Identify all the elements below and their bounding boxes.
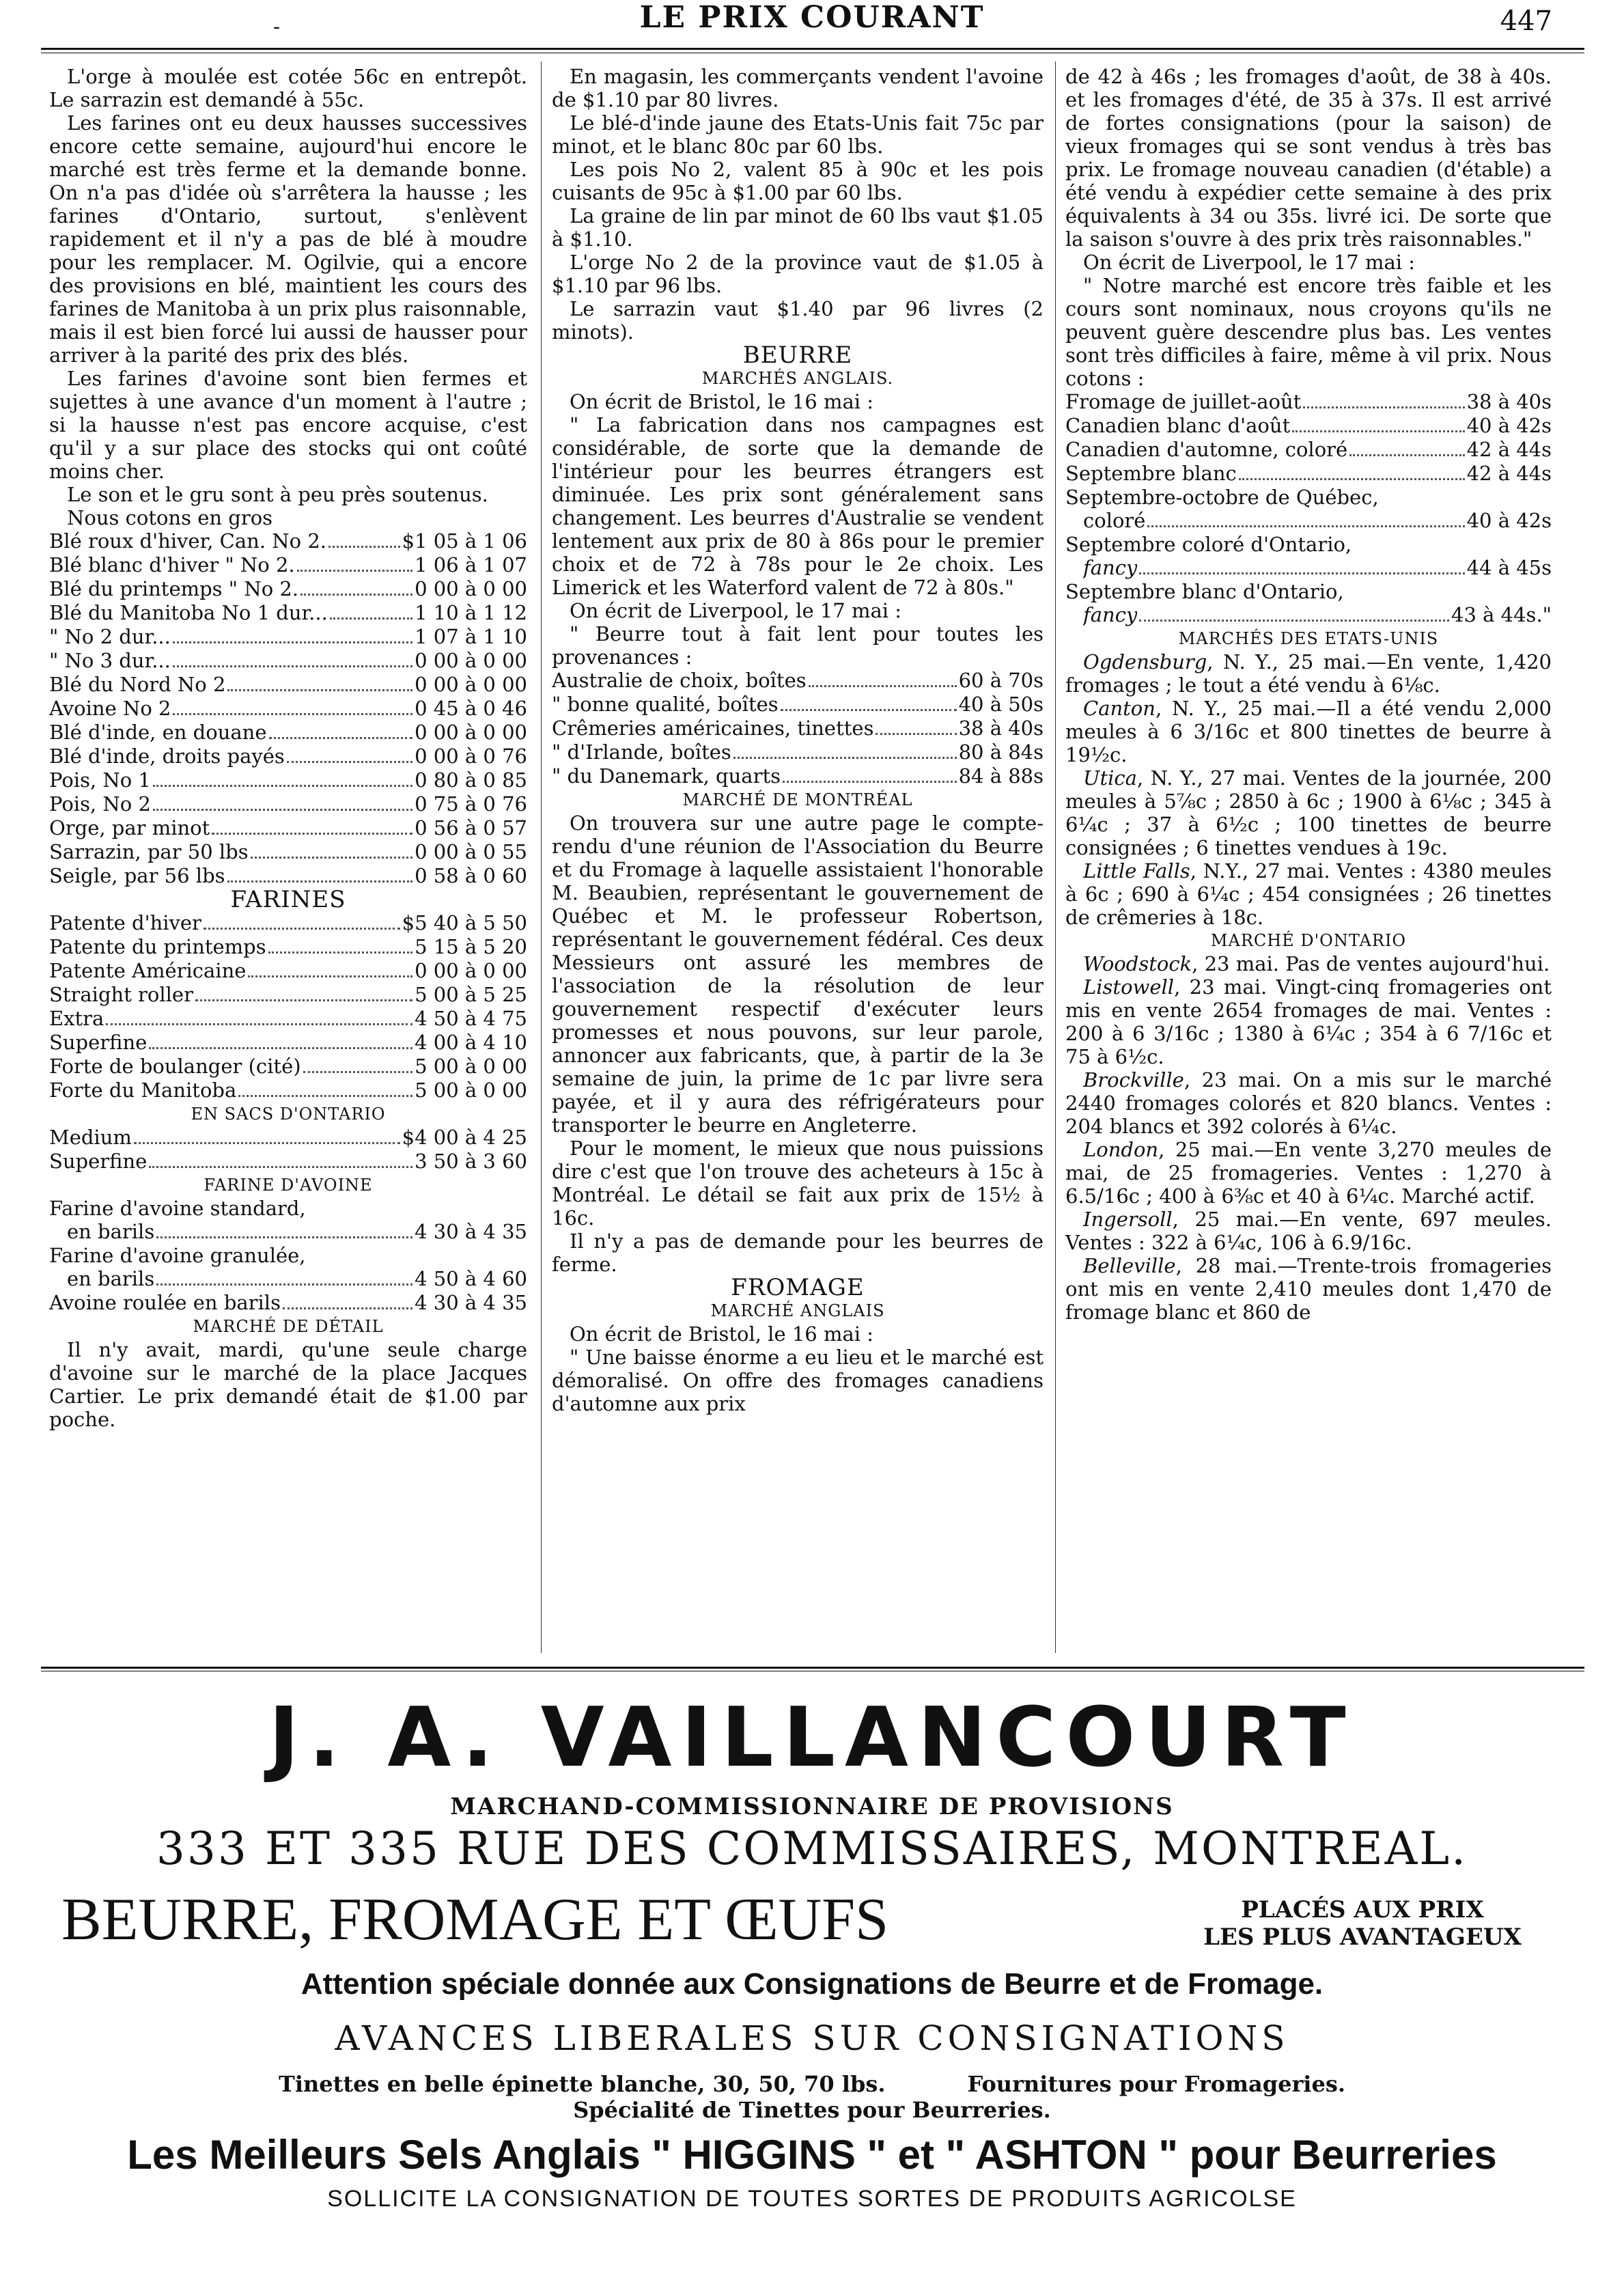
price-value: 44 à 45s: [1466, 556, 1552, 579]
price-row: [49, 1126, 527, 1150]
market-place: Little Falls: [1083, 859, 1190, 883]
cheese-price-list: [1065, 390, 1552, 486]
price-row: [49, 577, 527, 601]
price-label: Patente Américaine: [49, 959, 247, 982]
price-value: 4 00 à 4 10: [415, 1031, 527, 1054]
price-label: Medium: [49, 1126, 132, 1149]
section-heading: MARCHÉ DE MONTRÉAL: [682, 790, 913, 809]
ad-specialty: Spécialité de Tinettes pour Beurreries.: [573, 2097, 1051, 2123]
price-row: [49, 1150, 527, 1173]
price-value: $4 00 à 4 25: [402, 1126, 527, 1149]
ad-supplies: [0, 2071, 1624, 2097]
column-divider: [1055, 61, 1056, 1653]
price-label: Patente du printemps: [49, 935, 266, 958]
market-report: [1065, 1254, 1552, 1324]
price-value: 1 06 à 1 07: [415, 553, 527, 577]
paragraph: L'orge No 2 de la province vaut de $1.05 à $1.10 par 96 lbs.: [552, 251, 1044, 297]
price-row: [552, 740, 1044, 764]
section-heading: FROMAGE: [731, 1274, 865, 1301]
column-3: [1065, 65, 1552, 1324]
price-row: [49, 553, 527, 577]
ad-company-name: J. A. VAILLANCOURT: [268, 1691, 1356, 1786]
price-value: 80 à 84s: [958, 740, 1044, 764]
price-row: [49, 935, 527, 959]
market-report: [1065, 1208, 1552, 1254]
market-report: [1065, 952, 1552, 975]
price-label: Seigle, par 56 lbs: [49, 864, 225, 887]
price-value: 0 75 à 0 76: [415, 792, 527, 816]
price-value: 5 15 à 5 20: [415, 935, 527, 958]
market-place: London: [1083, 1138, 1159, 1161]
price-value: 38 à 40s: [958, 717, 1044, 740]
price-row: [49, 649, 527, 673]
price-label: " No 3 dur...: [49, 649, 171, 672]
price-label: Pois, No 1: [49, 768, 151, 792]
market-text: , 28 mai.—Trente-trois fromageries ont mis en vente 2,410 meules dont 1,470 de fromage blanc et 860 de: [1065, 1254, 1552, 1324]
market-report: [1065, 1138, 1552, 1208]
price-row: [1065, 390, 1552, 414]
section-heading: MARCHÉ ANGLAIS: [710, 1301, 885, 1320]
price-row: [1065, 462, 1552, 486]
price-value: 38 à 40s: [1466, 390, 1552, 413]
price-label: Septembre-octobre de Québec,: [1065, 486, 1379, 509]
market-text: , 23 mai. On a mis sur le marché 2440 fromages colorés et 820 blancs. Ventes : 204 blancs et 392 colorés à 6¼c.: [1065, 1068, 1552, 1138]
paragraph: On écrit de Liverpool, le 17 mai :: [570, 599, 901, 622]
section-heading: EN SACS D'ONTARIO: [191, 1105, 386, 1124]
price-label: Extra: [49, 1007, 104, 1030]
ad-address: 333 ET 335 RUE DES COMMISSAIRES, MONTREAL.: [156, 1822, 1468, 1875]
price-value: 1 07 à 1 10: [415, 625, 527, 648]
price-row: [49, 721, 527, 745]
ad-advances: AVANCES LIBERALES SUR CONSIGNATIONS: [335, 2018, 1289, 2058]
ad-fournitures: Fournitures pour Fromageries.: [967, 2071, 1345, 2097]
paragraph: L'orge à moulée est cotée 56c en entrepôt. Le sarrazin est demandé à 55c.: [49, 65, 527, 111]
price-value: 0 80 à 0 85: [415, 768, 527, 792]
price-label: " d'Irlande, boîtes: [552, 740, 731, 764]
price-label: Straight roller: [49, 983, 193, 1006]
section-heading: Nous cotons en gros: [67, 506, 273, 529]
price-row: [49, 983, 527, 1007]
price-row: [1065, 556, 1552, 580]
ad-salts: Les Meilleurs Sels Anglais " HIGGINS " et " ASHTON " pour Beurreries: [127, 2132, 1497, 2178]
price-value: 40 à 42s: [1466, 509, 1552, 532]
price-value: 5 00 à 0 00: [415, 1055, 527, 1078]
paragraph: Pour le moment, le mieux que nous puissions dire c'est que l'on trouve des acheteurs à 15c à Montréal. Le détail se fait aux prix de 15½ à 16c.: [552, 1137, 1044, 1230]
header-mark: -: [273, 15, 281, 39]
price-label: Septembre coloré d'Ontario,: [1065, 533, 1352, 556]
price-label: Blé du Manitoba No 1 dur...: [49, 601, 328, 624]
price-label: Superfine: [49, 1031, 148, 1054]
section-heading: FARINES: [230, 886, 346, 913]
market-report: [1065, 766, 1552, 859]
price-label: Blé du printemps " No 2.: [49, 577, 299, 600]
section-heading: MARCHÉ D'ONTARIO: [1210, 931, 1407, 950]
market-text: , 23 mai. Pas de ventes aujourd'hui.: [1192, 952, 1550, 975]
price-label: " No 2 dur...: [49, 625, 171, 648]
price-row: [552, 717, 1044, 740]
price-value: 4 50 à 4 75: [415, 1007, 527, 1030]
page-title: LE PRIX COURANT: [639, 0, 985, 35]
price-row: [1065, 509, 1552, 533]
bag-price-list: [49, 1126, 527, 1173]
price-value: 0 00 à 0 55: [415, 840, 527, 863]
price-label: Septembre blanc d'Ontario,: [1065, 580, 1344, 603]
price-row: [49, 1267, 527, 1291]
section-heading: FARINE D'AVOINE: [204, 1176, 373, 1195]
price-value: 0 00 à 0 76: [415, 745, 527, 768]
paragraph: On trouvera sur une autre page le compte-rendu d'une réunion de l'Association du Beurre et du Fromage à laquelle assistaient l'honorable M. Beaubien, représentant le gouvernement de Québec et M. le professeur Robertson, représentant le gouvernement fédéral. Ces deux Messieurs ont assuré les membres de l'association de la résolution de leur gouvernement respectif d'exécuter leurs promesses et nous pouvons, sur leur parole, annoncer aux fabricants, que, à partir de la 3e semaine de juin, la prime de 1c par livre sera payée, et il y aura des réfrigérateurs pour transporter le beurre en Angleterre.: [552, 811, 1044, 1137]
paragraph: Il n'y avait, mardi, qu'une seule charge d'avoine sur le marché de la place Jacques Cartier. Le prix demandé était de $1.00 par poche.: [49, 1338, 527, 1431]
price-row: [49, 840, 527, 864]
price-label: fancy: [1083, 556, 1138, 579]
price-row: [49, 1291, 527, 1315]
price-label: Avoine roulée en barils: [49, 1291, 281, 1314]
market-text: , N. Y., 27 mai. Ventes de la journée, 200 meules à 5⅞c ; 2850 à 6c ; 1900 à 6⅛c ; 345 à 6¼c ; 37 à 6½c ; 100 tinettes de beurre consignées ; 6 tinettes vendues à 19c.: [1065, 766, 1552, 859]
price-value: 5 00 à 5 25: [415, 983, 527, 1006]
price-value: 0 00 à 0 00: [415, 577, 527, 600]
paragraph: de 42 à 46s ; les fromages d'août, de 38 à 40s. et les fromages d'été, de 35 à 37s. Il est arrivé de fortes consignations (pour la saison) de vieux fromages qui se sont vendus à très bas prix. Le fromage nouveau canadien (d'étable) a été vendu à expédier cette semaine à des prix équivalents à 34 ou 35s. livré ici. De sorte que la saison s'ouvre à des prix très raisonnables.": [1065, 65, 1552, 251]
price-value: 3 50 à 3 60: [415, 1150, 527, 1173]
price-value: 4 30 à 4 35: [415, 1291, 527, 1314]
column-2: [552, 65, 1044, 1415]
price-label: " du Danemark, quarts: [552, 764, 781, 788]
market-place: Canton: [1083, 697, 1156, 720]
market-place: Utica: [1083, 766, 1137, 790]
paragraph: On écrit de Liverpool, le 17 mai :: [1083, 251, 1415, 274]
price-label: Avoine No 2: [49, 697, 171, 720]
usa-market-list: [1065, 650, 1552, 929]
price-row: [1065, 438, 1552, 462]
market-place: Listowell: [1083, 975, 1175, 999]
ad-attention: Attention spéciale donnée aux Consignations de Beurre et de Fromage.: [300, 1967, 1324, 2001]
market-text: , 25 mai.—En vente 3,270 meules de mai, de 25 fromageries. Ventes : 1,270 à 6.5/16c ; 400 à 6⅜c et 40 à 6¼c. Marché actif.: [1065, 1138, 1552, 1208]
price-value: 0 56 à 0 57: [415, 816, 527, 839]
price-value: 0 00 à 0 00: [415, 721, 527, 744]
price-label: Fromage de juillet-août: [1065, 390, 1302, 413]
market-text: , N. Y., 25 mai.—En vente, 1,420 fromages ; le tout a été vendu à 6⅛c.: [1065, 650, 1552, 697]
price-value: 42 à 44s: [1466, 438, 1552, 461]
ad-placement-line: LES PLUS AVANTAGEUX: [1203, 1923, 1522, 1951]
price-row: [552, 669, 1044, 693]
ad-products: BEURRE, FROMAGE ET ŒUFS: [61, 1887, 889, 1953]
price-row: [49, 959, 527, 983]
ontario-market-list: [1065, 952, 1552, 1324]
price-row: [49, 601, 527, 625]
price-row: [49, 1007, 527, 1031]
market-text: , 23 mai. Vingt-cinq fromageries ont mis en vente 2654 fromages de mai. Ventes : 200 à 6 3/16c ; 1380 à 6¼c ; 354 à 6 7/16c et 75 à 6½c.: [1065, 975, 1552, 1068]
page-number: 447: [1500, 5, 1552, 37]
price-label: fancy: [1083, 603, 1138, 626]
price-value: 0 00 à 0 00: [415, 673, 527, 696]
market-text: , 25 mai.—En vente, 697 meules. Ventes : 322 à 6¼c, 106 à 6.9/16c.: [1065, 1208, 1552, 1254]
grain-price-list: [49, 529, 527, 888]
price-label: Orge, par minot: [49, 816, 210, 839]
paragraph: Le blé-d'inde jaune des Etats-Unis fait 75c par minot, et le blanc 80c par 60 lbs.: [552, 111, 1044, 158]
price-row: [49, 864, 527, 888]
paragraph: " Une baisse énorme a eu lieu et le marché est démoralisé. On offre des fromages canadiens d'automne aux prix: [552, 1346, 1044, 1415]
paragraph: " La fabrication dans nos campagnes est considérable, de sorte que la demande de l'intérieur pour les beurres étrangers est diminuée. Les prix sont généralement sans changement. Les beurres d'Australie se vendent lentement aux prix de 80 à 86s pour le premier choix et de 72 à 78s pour le 2e choix. Les Limerick et les Waterford valent de 72 à 80s.": [552, 413, 1044, 599]
price-row: [49, 1031, 527, 1055]
price-row: [552, 693, 1044, 717]
price-row: [49, 673, 527, 697]
price-label: Canadien blanc d'août: [1065, 414, 1291, 437]
paragraph: Le son et le gru sont à peu près soutenus.: [67, 483, 488, 506]
column-1: [49, 65, 527, 1431]
paragraph: Il n'y a pas de demande pour les beurres de ferme.: [552, 1230, 1044, 1276]
price-label: Farine d'avoine standard,: [49, 1197, 306, 1220]
price-row: [49, 1220, 527, 1244]
section-heading: MARCHÉ DE DÉTAIL: [193, 1317, 384, 1336]
price-row: [49, 625, 527, 649]
section-heading: BEURRE: [742, 342, 853, 369]
market-place: Belleville: [1083, 1254, 1176, 1277]
paragraph: Le sarrazin vaut $1.40 par 96 livres (2 minots).: [552, 297, 1044, 344]
price-label: Blé du Nord No 2: [49, 673, 226, 696]
ad-tinettes: Tinettes en belle épinette blanche, 30, 50, 70 lbs.: [279, 2071, 886, 2097]
price-value: 0 00 à 0 00: [415, 959, 527, 982]
price-value: 5 00 à 0 00: [415, 1079, 527, 1102]
paragraph: Les farines d'avoine sont bien fermes et sujettes à une avance d'un moment à l'autre ; si la hausse n'est pas encore acquise, c'est qu'il y a sur place des stocks qui ont coûté moins cher.: [49, 367, 527, 483]
price-label: en barils: [67, 1220, 155, 1243]
price-row: [552, 764, 1044, 788]
price-row: [49, 816, 527, 840]
price-value: 84 à 88s: [958, 764, 1044, 788]
section-heading: MARCHÉS DES ETATS-UNIS: [1178, 629, 1439, 648]
price-value: 43 à 44s.": [1451, 603, 1552, 626]
price-row: [49, 792, 527, 816]
price-label: Forte du Manitoba: [49, 1079, 237, 1102]
paragraph: " Notre marché est encore très faible et les cours sont nominaux, nous croyons qu'ils ne peuvent guère descendre plus bas. Les ventes sont très difficiles à faire, même à vil prix. Nous cotons :: [1065, 274, 1552, 390]
price-label: Forte de boulanger (cité): [49, 1055, 301, 1078]
price-label: Sarrazin, par 50 lbs: [49, 840, 249, 863]
price-row: [1065, 603, 1552, 627]
paragraph: En magasin, les commerçants vendent l'avoine de $1.10 par 80 livres.: [552, 65, 1044, 111]
price-row: [1065, 414, 1552, 438]
price-row: [49, 1079, 527, 1102]
price-label: Blé d'inde, en douane: [49, 721, 267, 744]
ad-subtitle: MARCHAND-COMMISSIONNAIRE DE PROVISIONS: [450, 1793, 1174, 1820]
price-row: [49, 911, 527, 935]
price-label: Blé blanc d'hiver " No 2.: [49, 553, 295, 577]
price-label: Septembre blanc: [1065, 462, 1237, 485]
column-divider: [541, 61, 542, 1653]
ad-placement: [1154, 1896, 1571, 1951]
price-value: 0 00 à 0 00: [415, 649, 527, 672]
price-label: Patente d'hiver: [49, 911, 201, 934]
paragraph: On écrit de Bristol, le 16 mai :: [570, 390, 874, 413]
price-row: [49, 745, 527, 768]
market-place: Brockville: [1083, 1068, 1184, 1092]
price-value: 40 à 42s: [1466, 414, 1552, 437]
price-label: Blé d'inde, droits payés: [49, 745, 285, 768]
price-label: " bonne qualité, boîtes: [552, 693, 779, 716]
price-value: 40 à 50s: [958, 693, 1044, 716]
section-heading: MARCHÉS ANGLAIS.: [701, 369, 894, 388]
price-value: $1 05 à 1 06: [402, 529, 527, 553]
price-row: [49, 768, 527, 792]
price-label: Superfine: [49, 1150, 148, 1173]
market-place: Ingersoll: [1083, 1208, 1173, 1231]
flour-price-list: [49, 911, 527, 1102]
market-report: [1065, 975, 1552, 1068]
market-report: [1065, 1068, 1552, 1138]
price-row: [49, 697, 527, 721]
price-value: 1 10 à 1 12: [415, 601, 527, 624]
price-value: 60 à 70s: [958, 669, 1044, 692]
price-label: Australie de choix, boîtes: [552, 669, 807, 692]
market-report: [1065, 859, 1552, 929]
ad-border-top: [41, 1667, 1584, 1669]
price-label: Farine d'avoine granulée,: [49, 1244, 306, 1267]
paragraph: Les pois No 2, valent 85 à 90c et les pois cuisants de 95c à $1.00 par 60 lbs.: [552, 158, 1044, 204]
ad-solicit: SOLLICITE LA CONSIGNATION DE TOUTES SORTES DE PRODUITS AGRICOLSE: [327, 2186, 1297, 2212]
price-row: [49, 1055, 527, 1079]
market-report: [1065, 650, 1552, 697]
price-value: 4 50 à 4 60: [415, 1267, 527, 1290]
market-report: [1065, 697, 1552, 766]
price-label: en barils: [67, 1267, 155, 1290]
price-label: Blé roux d'hiver, Can. No 2.: [49, 529, 326, 553]
paragraph: On écrit de Bristol, le 16 mai :: [570, 1322, 874, 1346]
paragraph: " Beurre tout à fait lent pour toutes les provenances :: [552, 622, 1044, 669]
price-value: 0 58 à 0 60: [415, 864, 527, 887]
header-rule: [41, 48, 1584, 50]
market-place: Ogdensburg: [1083, 650, 1207, 673]
market-place: Woodstock: [1083, 952, 1192, 975]
price-label: coloré: [1083, 509, 1146, 532]
market-text: , N. Y., 25 mai.—Il a été vendu 2,000 meules à 6 3/16c et 800 tinettes de beurre à 19½c.: [1065, 697, 1552, 766]
price-label: Canadien d'automne, coloré: [1065, 438, 1348, 461]
ad-placement-line: PLACÉS AUX PRIX: [1241, 1896, 1484, 1923]
price-label: Pois, No 2: [49, 792, 151, 816]
price-value: $5 40 à 5 50: [402, 911, 527, 934]
price-value: 4 30 à 4 35: [415, 1220, 527, 1243]
paragraph: Les farines ont eu deux hausses successives encore cette semaine, aujourd'hui encore le marché est très ferme et la demande bonne. On n'a pas d'idée où s'arrêtera la hausse ; les farines d'Ontario, surtout, s'enlèvent rapidement et il n'y a pas de blé à moudre pour les remplacer. M. Ogilvie, qui a encore des provisions en blé, maintient les cours des farines de Manitoba à un prix plus raisonnable, mais il est bien forcé lui aussi de hausser pour arriver à la parité des prix des blés.: [49, 111, 527, 367]
market-text: , N.Y., 27 mai. Ventes : 4380 meules à 6c ; 690 à 6¼c ; 454 consignées ; 26 tinettes de crêmeries à 18c.: [1065, 859, 1552, 929]
price-label: Crêmeries américaines, tinettes: [552, 717, 874, 740]
paragraph: La graine de lin par minot de 60 lbs vaut $1.05 à $1.10.: [552, 204, 1044, 251]
price-value: 42 à 44s: [1466, 462, 1552, 485]
butter-price-list: [552, 669, 1044, 788]
price-row: [49, 529, 527, 553]
price-value: 0 45 à 0 46: [415, 697, 527, 720]
